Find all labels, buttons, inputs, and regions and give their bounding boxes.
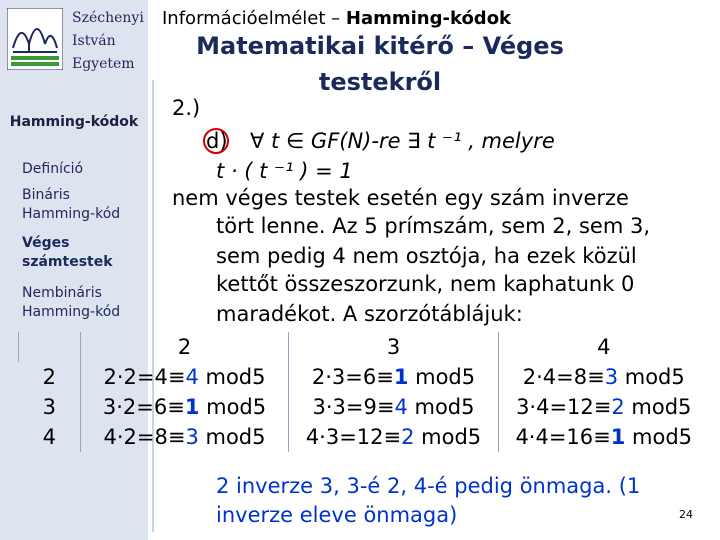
sidebar-item-binaris-hamming-kod[interactable]: Bináris Hamming-kód xyxy=(22,187,121,222)
cell-modulus: mod5 xyxy=(624,395,692,419)
cell-modulus: mod5 xyxy=(414,425,482,449)
table-cell xyxy=(81,362,289,392)
table-row xyxy=(19,422,709,452)
table-header-row xyxy=(19,332,709,362)
row-header: 4 xyxy=(42,425,56,449)
paragraph-line-5: maradékot. A szorzótáblájuk: xyxy=(216,302,523,326)
table-cell xyxy=(499,362,709,392)
cell-expression: 2·2=4≡ xyxy=(103,365,186,389)
item-formula-identity: t · ( t ⁻¹ ) = 1 xyxy=(216,159,353,183)
cell-result: 2 xyxy=(401,425,415,449)
university-name-line1: Széchenyi xyxy=(72,10,144,26)
row-header: 2 xyxy=(42,365,56,389)
sidebar xyxy=(0,0,148,540)
table-header: 3 xyxy=(289,332,499,362)
table-cell xyxy=(81,422,289,452)
cell-expression: 3·2=6≡ xyxy=(102,395,185,419)
university-name-line2: István xyxy=(72,33,116,49)
multiplication-table xyxy=(18,332,709,452)
cell-expression: 2·4=8≡ xyxy=(522,365,605,389)
cell-expression: 4·2=8≡ xyxy=(103,425,186,449)
table-header: 4 xyxy=(499,332,709,362)
cell-result: 4 xyxy=(394,395,408,419)
divider xyxy=(152,80,154,532)
sidebar-item-nembinaris-hamming-kod[interactable]: Nembináris Hamming-kód xyxy=(22,285,121,320)
cell-expression: 4·4=16≡ xyxy=(515,425,611,449)
table-header: 2 xyxy=(81,332,289,362)
table-row xyxy=(19,392,709,422)
cell-expression: 2·3=6≡ xyxy=(311,365,394,389)
paragraph-line-2: tört lenne. Az 5 prímszám, sem 2, sem 3, xyxy=(216,214,650,238)
cell-result: 2 xyxy=(611,395,625,419)
table-cell xyxy=(81,392,289,422)
conclusion-text: 2 inverze 3, 3-é 2, 4-é pedig önmaga. (1 inverze eleve önmaga) xyxy=(216,474,641,527)
university-logo-icon xyxy=(7,8,63,70)
cell-expression: 3·4=12≡ xyxy=(516,395,612,419)
table-cell xyxy=(499,392,709,422)
course-title xyxy=(162,8,511,29)
cell-expression: 4·3=12≡ xyxy=(305,425,402,449)
sidebar-item-definicio[interactable]: Definíció xyxy=(22,161,84,177)
paragraph-line-1: nem véges testek esetén egy szám inverze xyxy=(172,186,629,210)
sidebar-item-veges-szamtestek[interactable]: Véges számtestek xyxy=(22,235,113,270)
cell-modulus: mod5 xyxy=(618,365,685,389)
table-cell xyxy=(289,362,499,392)
sidebar-title-text: Hamming-kódok xyxy=(9,114,139,130)
course-title-emphasis: Hamming-kódok xyxy=(345,8,512,29)
table-corner xyxy=(19,332,81,362)
cell-result: 1 xyxy=(610,425,626,449)
cell-modulus: mod5 xyxy=(625,425,693,449)
row-header: 3 xyxy=(42,395,56,419)
cell-result: 1 xyxy=(184,395,200,419)
page-number: 24 xyxy=(679,508,693,521)
cell-modulus: mod5 xyxy=(408,365,476,389)
cell-modulus: mod5 xyxy=(199,395,267,419)
table-cell xyxy=(499,422,709,452)
cell-result: 3 xyxy=(185,425,199,449)
table-cell xyxy=(289,422,499,452)
cell-modulus: mod5 xyxy=(407,395,475,419)
cell-result: 4 xyxy=(185,365,199,389)
slide-title: Matematikai kitérő – Véges testekről xyxy=(196,32,564,96)
cell-result: 3 xyxy=(604,365,619,389)
cell-modulus: mod5 xyxy=(198,365,266,389)
item-label: d) xyxy=(206,129,228,153)
course-title-prefix: Információelmélet – xyxy=(162,8,346,29)
table-cell xyxy=(289,392,499,422)
cell-expression: 3·3=9≡ xyxy=(312,395,395,419)
paragraph-line-3: sem pedig 4 nem osztója, ha ezek közül xyxy=(216,244,637,268)
section-number: 2.) xyxy=(172,96,201,120)
sidebar-title xyxy=(0,112,148,132)
item-formula: ∀ t ∈ GF(N)-re ∃ t ⁻¹ , melyre xyxy=(250,129,555,153)
university-name-line3: Egyetem xyxy=(72,56,135,72)
table-row xyxy=(19,362,709,392)
paragraph-line-4: kettőt összeszorzunk, nem kaphatunk 0 xyxy=(216,272,635,296)
cell-result: 1 xyxy=(393,365,409,389)
cell-modulus: mod5 xyxy=(198,425,266,449)
